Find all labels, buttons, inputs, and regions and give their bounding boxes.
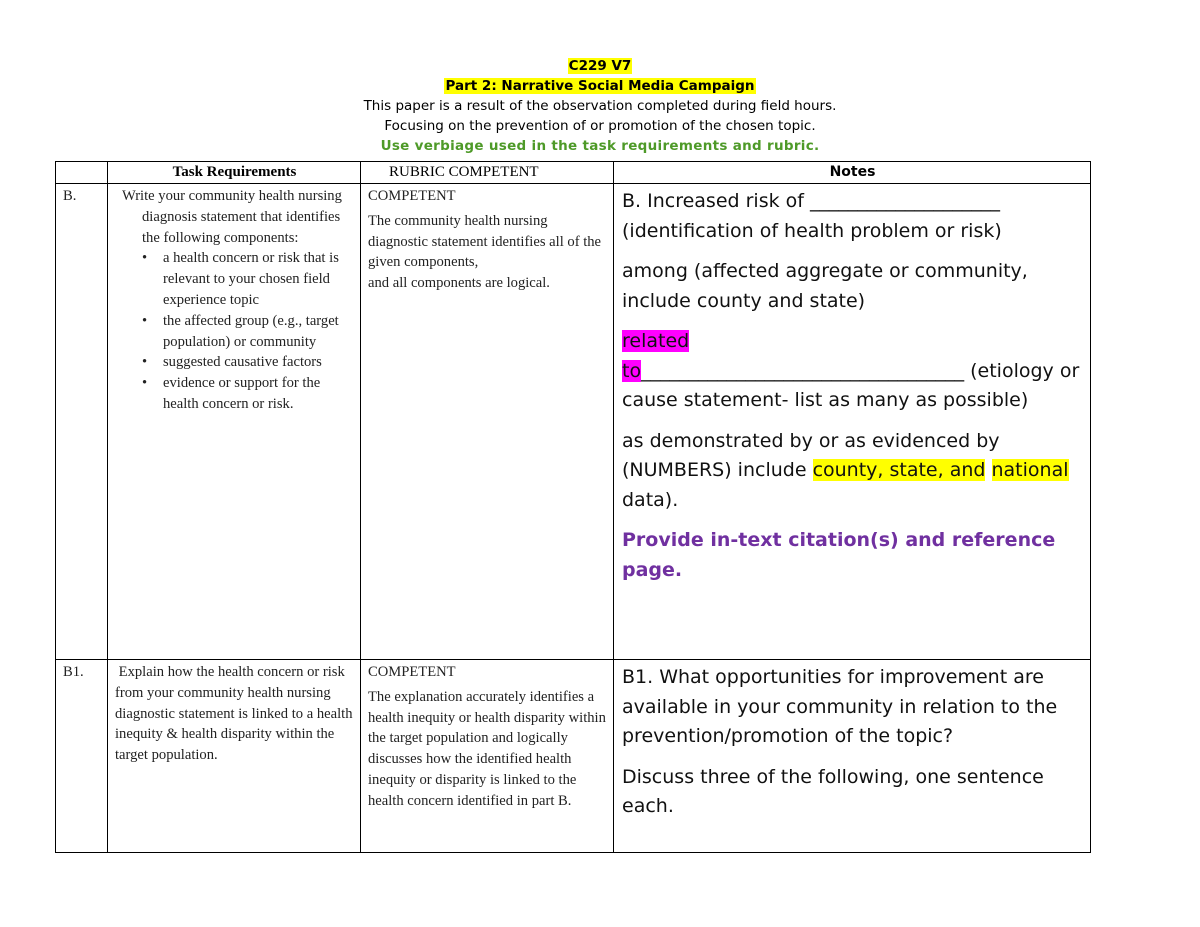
- notes-paragraph: [622, 327, 1084, 416]
- task-bullet-list: [115, 248, 354, 414]
- notes-paragraph: among (affected aggregate or community, include county and state): [622, 260, 1028, 312]
- rubric-text: The explanation accurately identifies a health inequity or health disparity within the target population and logically discusses how the identified health inequity or disparity is linked to the health concern identified in part B.: [368, 688, 606, 809]
- evidence-text-end: data).: [622, 488, 679, 511]
- row-label: B1.: [56, 660, 108, 853]
- list-item: • the affected group (e.g., target population) or community: [163, 311, 354, 353]
- rubric-text: and all components are logical.: [368, 275, 550, 292]
- rubric-title: COMPETENT: [368, 188, 456, 204]
- notes-paragraph: B. Increased risk of ____________________ (identification of health problem or risk): [622, 190, 1002, 242]
- task-requirements-cell: Explain how the health concern or risk from your community health nursing diagnostic statement is linked to a health inequity & health disparity within the target population.: [108, 660, 361, 853]
- notes-cell: [614, 660, 1091, 853]
- table-row: [56, 184, 1091, 660]
- list-item: • a health concern or risk that is relevant to your chosen field experience topic: [163, 248, 354, 310]
- header-rubric-competent: RUBRIC COMPETENT: [361, 162, 614, 184]
- evidence-text: as demonstrated by or as evidenced by (NUMBERS) include: [622, 429, 1000, 481]
- citation-reminder: Provide in-text citation(s) and reference page.: [622, 529, 1056, 581]
- intro-line-1: This paper is a result of the observation completed during field hours.: [363, 98, 837, 114]
- part-title: Part 2: Narrative Social Media Campaign: [445, 78, 755, 94]
- highlight-to: to: [622, 359, 642, 382]
- highlight-county-state: county, state, and: [812, 459, 986, 481]
- header-notes: Notes: [614, 162, 1091, 184]
- task-intro: Write your community health nursing diagnosis statement that identifies the following components:: [122, 188, 342, 246]
- task-requirements-cell: [108, 184, 361, 660]
- document-header: [0, 56, 1200, 156]
- header-label-cell: [56, 162, 108, 184]
- rubric-cell: [361, 184, 614, 660]
- rubric-title: COMPETENT: [368, 664, 456, 680]
- table-row: [56, 660, 1091, 853]
- header-task-requirements: Task Requirements: [108, 162, 361, 184]
- rubric-cell: [361, 660, 614, 853]
- intro-line-2: Focusing on the prevention of or promotion of the chosen topic.: [384, 118, 816, 134]
- highlight-national: national: [991, 459, 1069, 481]
- etiology-text: __________________________________ (etiology or cause statement- list as many as possible): [622, 359, 1080, 411]
- rubric-text: The community health nursing diagnostic statement identifies all of the given components,: [368, 212, 602, 271]
- rubric-table: [55, 161, 1091, 853]
- list-item: • suggested causative factors: [163, 352, 354, 373]
- intro-line-3: Use verbiage used in the task requirements and rubric.: [380, 138, 820, 154]
- course-code: C229 V7: [568, 58, 632, 74]
- highlight-related: related: [622, 330, 690, 352]
- notes-paragraph: [622, 427, 1084, 516]
- table-header-row: [56, 162, 1091, 184]
- notes-paragraph: Discuss three of the following, one sentence each.: [622, 765, 1044, 817]
- notes-paragraph: B1. What opportunities for improvement are available in your community in relation to the prevention/promotion of the topic?: [622, 666, 1058, 747]
- list-item: • evidence or support for the health concern or risk.: [163, 373, 354, 415]
- notes-cell: [614, 184, 1091, 660]
- row-label: B.: [56, 184, 108, 660]
